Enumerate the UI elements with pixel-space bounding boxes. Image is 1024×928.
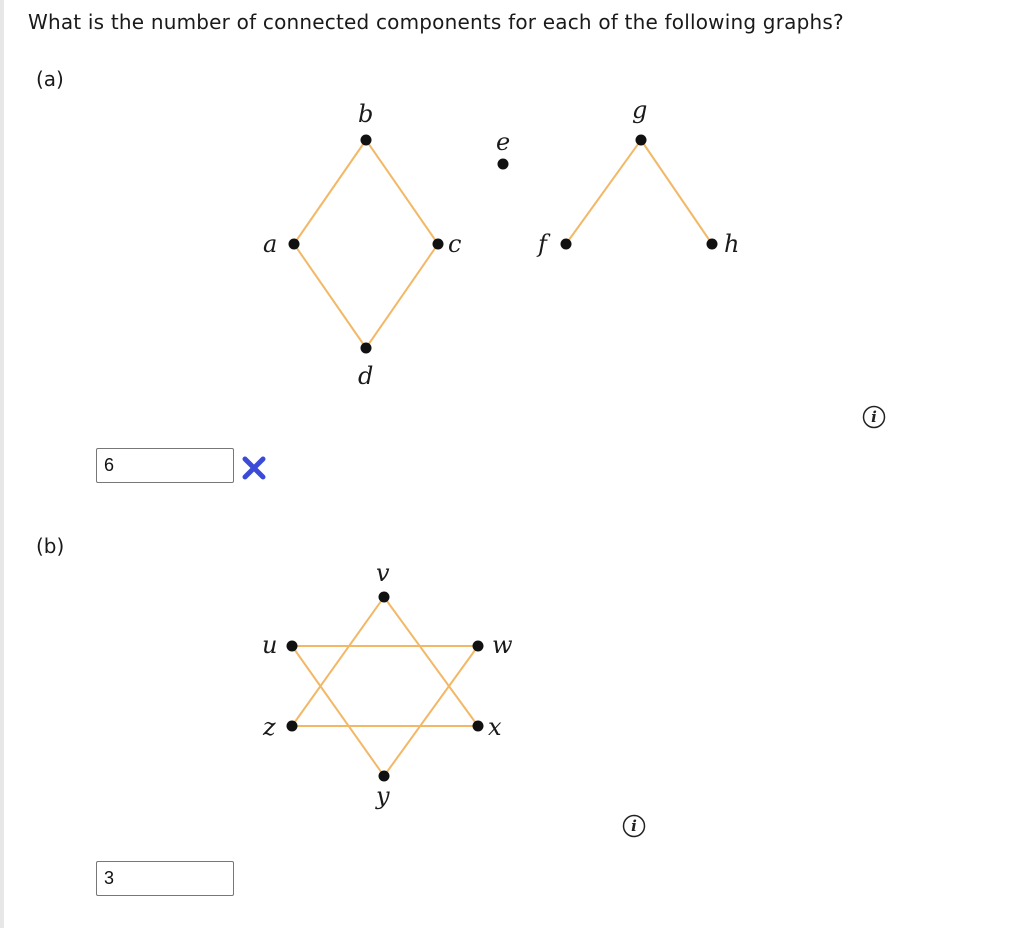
vertex-label-v: v [376, 559, 390, 587]
graph-b-edges [292, 597, 478, 776]
part-a-label: (a) [36, 67, 64, 91]
part-b-label: (b) [36, 534, 65, 558]
vertex-label-g: g [632, 96, 648, 124]
vertex-label-a: a [263, 230, 278, 258]
vertex-label-d: d [358, 362, 374, 390]
edge-v-x [384, 597, 478, 726]
vertex-label-b: b [358, 100, 374, 128]
vertex-label-w: w [492, 631, 513, 659]
edge-w-y [384, 646, 478, 776]
vertex-v [379, 592, 390, 603]
vertex-w [473, 641, 484, 652]
vertex-u [287, 641, 298, 652]
vertex-label-x: x [488, 713, 502, 741]
question-text: What is the number of connected components for each of the following graphs? [28, 10, 844, 34]
vertex-y [379, 771, 390, 782]
svg-text:i: i [631, 817, 637, 836]
vertex-x [473, 721, 484, 732]
edge-u-y [292, 646, 384, 776]
vertex-label-z: z [263, 713, 276, 741]
vertex-label-e: e [496, 128, 511, 156]
vertex-label-y: y [376, 782, 390, 810]
vertex-label-u: u [262, 631, 278, 659]
part-b-answer-input[interactable] [96, 861, 234, 896]
vertex-label-c: c [448, 230, 462, 258]
info-icon[interactable] [622, 814, 646, 838]
vertex-z [287, 721, 298, 732]
vertex-label-f: f [538, 230, 547, 258]
edge-v-z [292, 597, 384, 726]
svg-text:i: i [871, 408, 877, 427]
graph-b-vertices [287, 592, 484, 782]
vertex-label-h: h [724, 230, 740, 258]
